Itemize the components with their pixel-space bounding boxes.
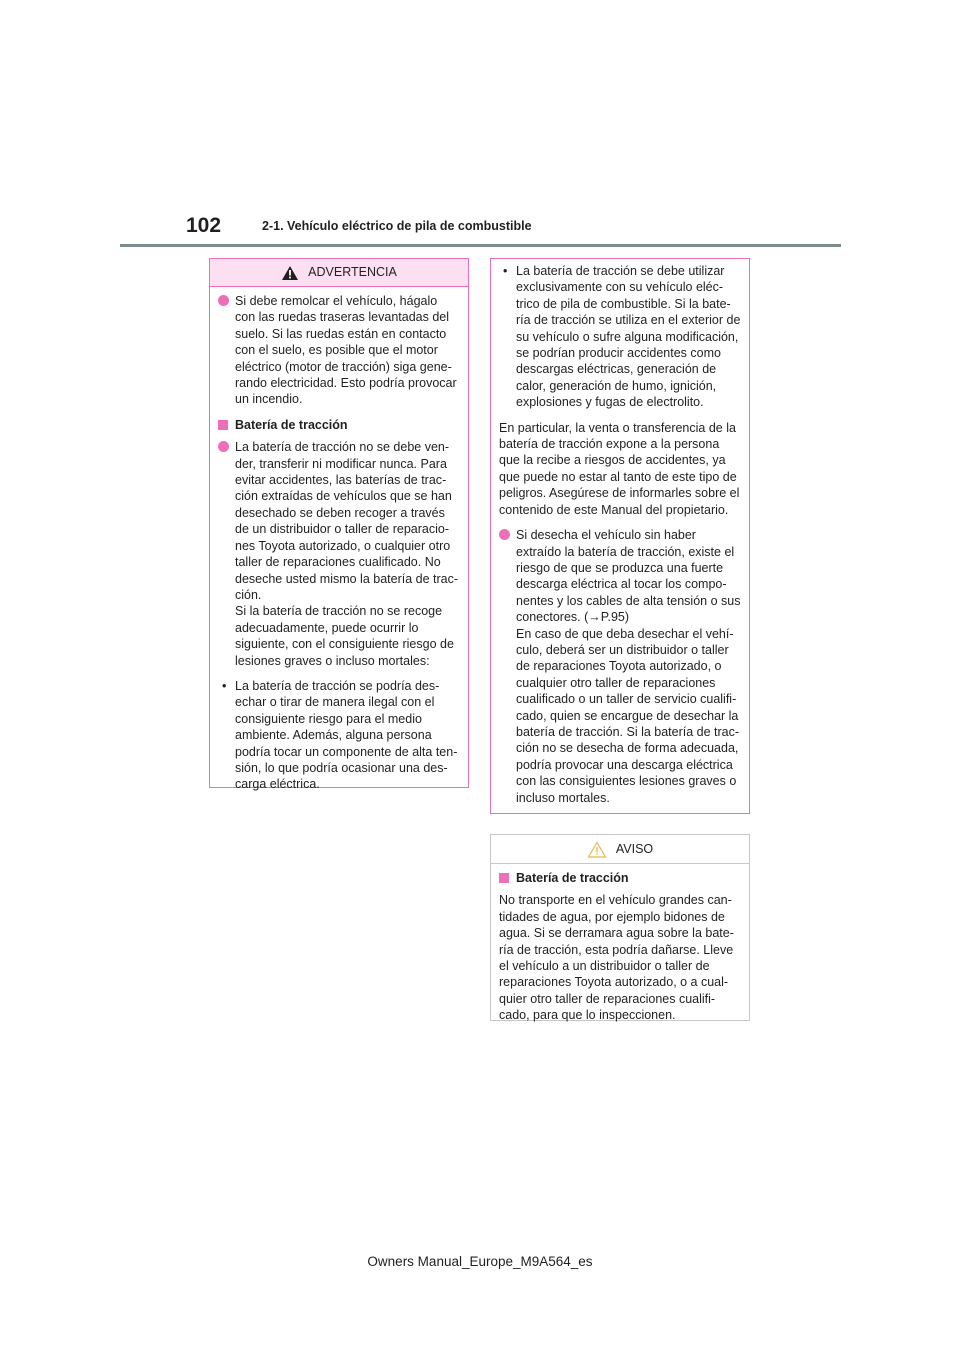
notice-paragraph: No transporte en el vehículo grandes cantidades de agua, por ejemplo bidones de agua. Si se derramara agua sobre la batería de tracción, esta podría dañarse. Lleve el vehículo a un distribuidor o taller de reparaciones Toyota autorizado, o a cualquier otro taller de reparaciones cualificado, para que lo inspeccionen. [499, 893, 734, 1023]
sub-list-item-text: La batería de tracción se debe utilizar exclusivamente con su vehículo eléctrico de pila de combustible. Si la batería de tracción se utiliza en el exterior de su vehículo o sufre alguna modificación, se podrían producir accidentes como descargas eléctricas, generación de calor, generación de humo, ignición, explosiones y fugas de electrolito. [516, 264, 741, 410]
subheading-text: Batería de tracción [235, 417, 348, 432]
warning-title: ADVERTENCIA [308, 265, 397, 280]
warning-header [210, 259, 468, 287]
notice-box [490, 834, 750, 1021]
subheading [218, 417, 460, 433]
page-number: 102 [186, 214, 222, 237]
warning-item [218, 439, 460, 669]
warning-item-text: La batería de tracción no se debe vender, transferir ni modificar nunca. Para evitar accidentes, las baterías de tracción extraídas de vehículos que se han desechado se deben recoger a través de un distribuidor o taller de reparaciones Toyota autorizado, o cualquier otro taller de reparaciones cualificado. No deseche usted mismo la batería de tracción. [235, 440, 459, 602]
warning-item-text: Si debe remolcar el vehículo, hágalo con las ruedas traseras levantadas del suelo. Si las ruedas están en contacto con el suelo, es posible que el motor eléctrico (motor de tracción) siga generando electricidad. Esto podría provocar un incendio. [235, 294, 457, 407]
subheading [499, 870, 741, 886]
warning-box-right [490, 258, 750, 814]
section-title: 2-1. Vehículo eléctrico de pila de combustible [262, 219, 532, 233]
dot-bullet-icon: • [222, 678, 227, 693]
warning-item-text: Si desecha el vehículo sin haber extraído la batería de tracción, existe el riesgo de que se produzca una fuerte descarga eléctrica al tocar los componentes y los cables de alta tensión o sus conectores. (→P.95) [516, 528, 741, 625]
circle-bullet-icon [499, 529, 510, 540]
warning-paragraph: En particular, la venta o transferencia de la batería de tracción expone a la persona que la recibe a riesgos de accidentes, ya que puede no estar al tanto de este tipo de peligros. Asegúrese de informarles sobre el contenido de este Manual del propietario. [499, 420, 740, 517]
warning-box-left [209, 258, 469, 792]
warning-item-text: En caso de que deba desechar el vehículo, deberá ser un distribuidor o taller de reparaciones Toyota autorizado, o cualquier otro taller de reparaciones cualificado o un taller de servicio cualificado, quien se encargue de desechar la batería de tracción. Si la batería de tracción no se desecha de forma adecuada, podría provocar una descarga eléctrica con las consiguientes lesiones graves o incluso mortales. [516, 626, 740, 805]
footer-doc-id: Owners Manual_Europe_M9A564_es [367, 1254, 593, 1269]
warning-item [499, 527, 741, 806]
square-bullet-icon [499, 873, 509, 883]
circle-bullet-icon [218, 441, 229, 452]
caution-triangle-icon [587, 841, 607, 858]
warning-triangle-icon [281, 265, 299, 281]
header-rule [120, 244, 841, 247]
circle-bullet-icon [218, 295, 229, 306]
sub-list-item [218, 678, 460, 793]
sub-list-item-text: La batería de tracción se podría desechar o tirar de manera ilegal con el consiguiente riesgo para el medio ambiente. Además, alguna persona podría tocar un componente de alta tensión, lo que podría ocasionar una descarga eléctrica. [235, 678, 458, 792]
subheading-text: Batería de tracción [516, 871, 629, 885]
sub-list-item [499, 263, 741, 411]
notice-header [491, 835, 749, 864]
warning-item-text: Si la batería de tracción no se recoge adecuadamente, puede ocurrir lo siguiente, con el consiguiente riesgo de lesiones graves o incluso mortales: [235, 604, 454, 668]
square-bullet-icon [218, 420, 228, 430]
notice-title: AVISO [615, 841, 654, 856]
warning-item [218, 293, 460, 408]
dot-bullet-icon: • [503, 264, 508, 278]
